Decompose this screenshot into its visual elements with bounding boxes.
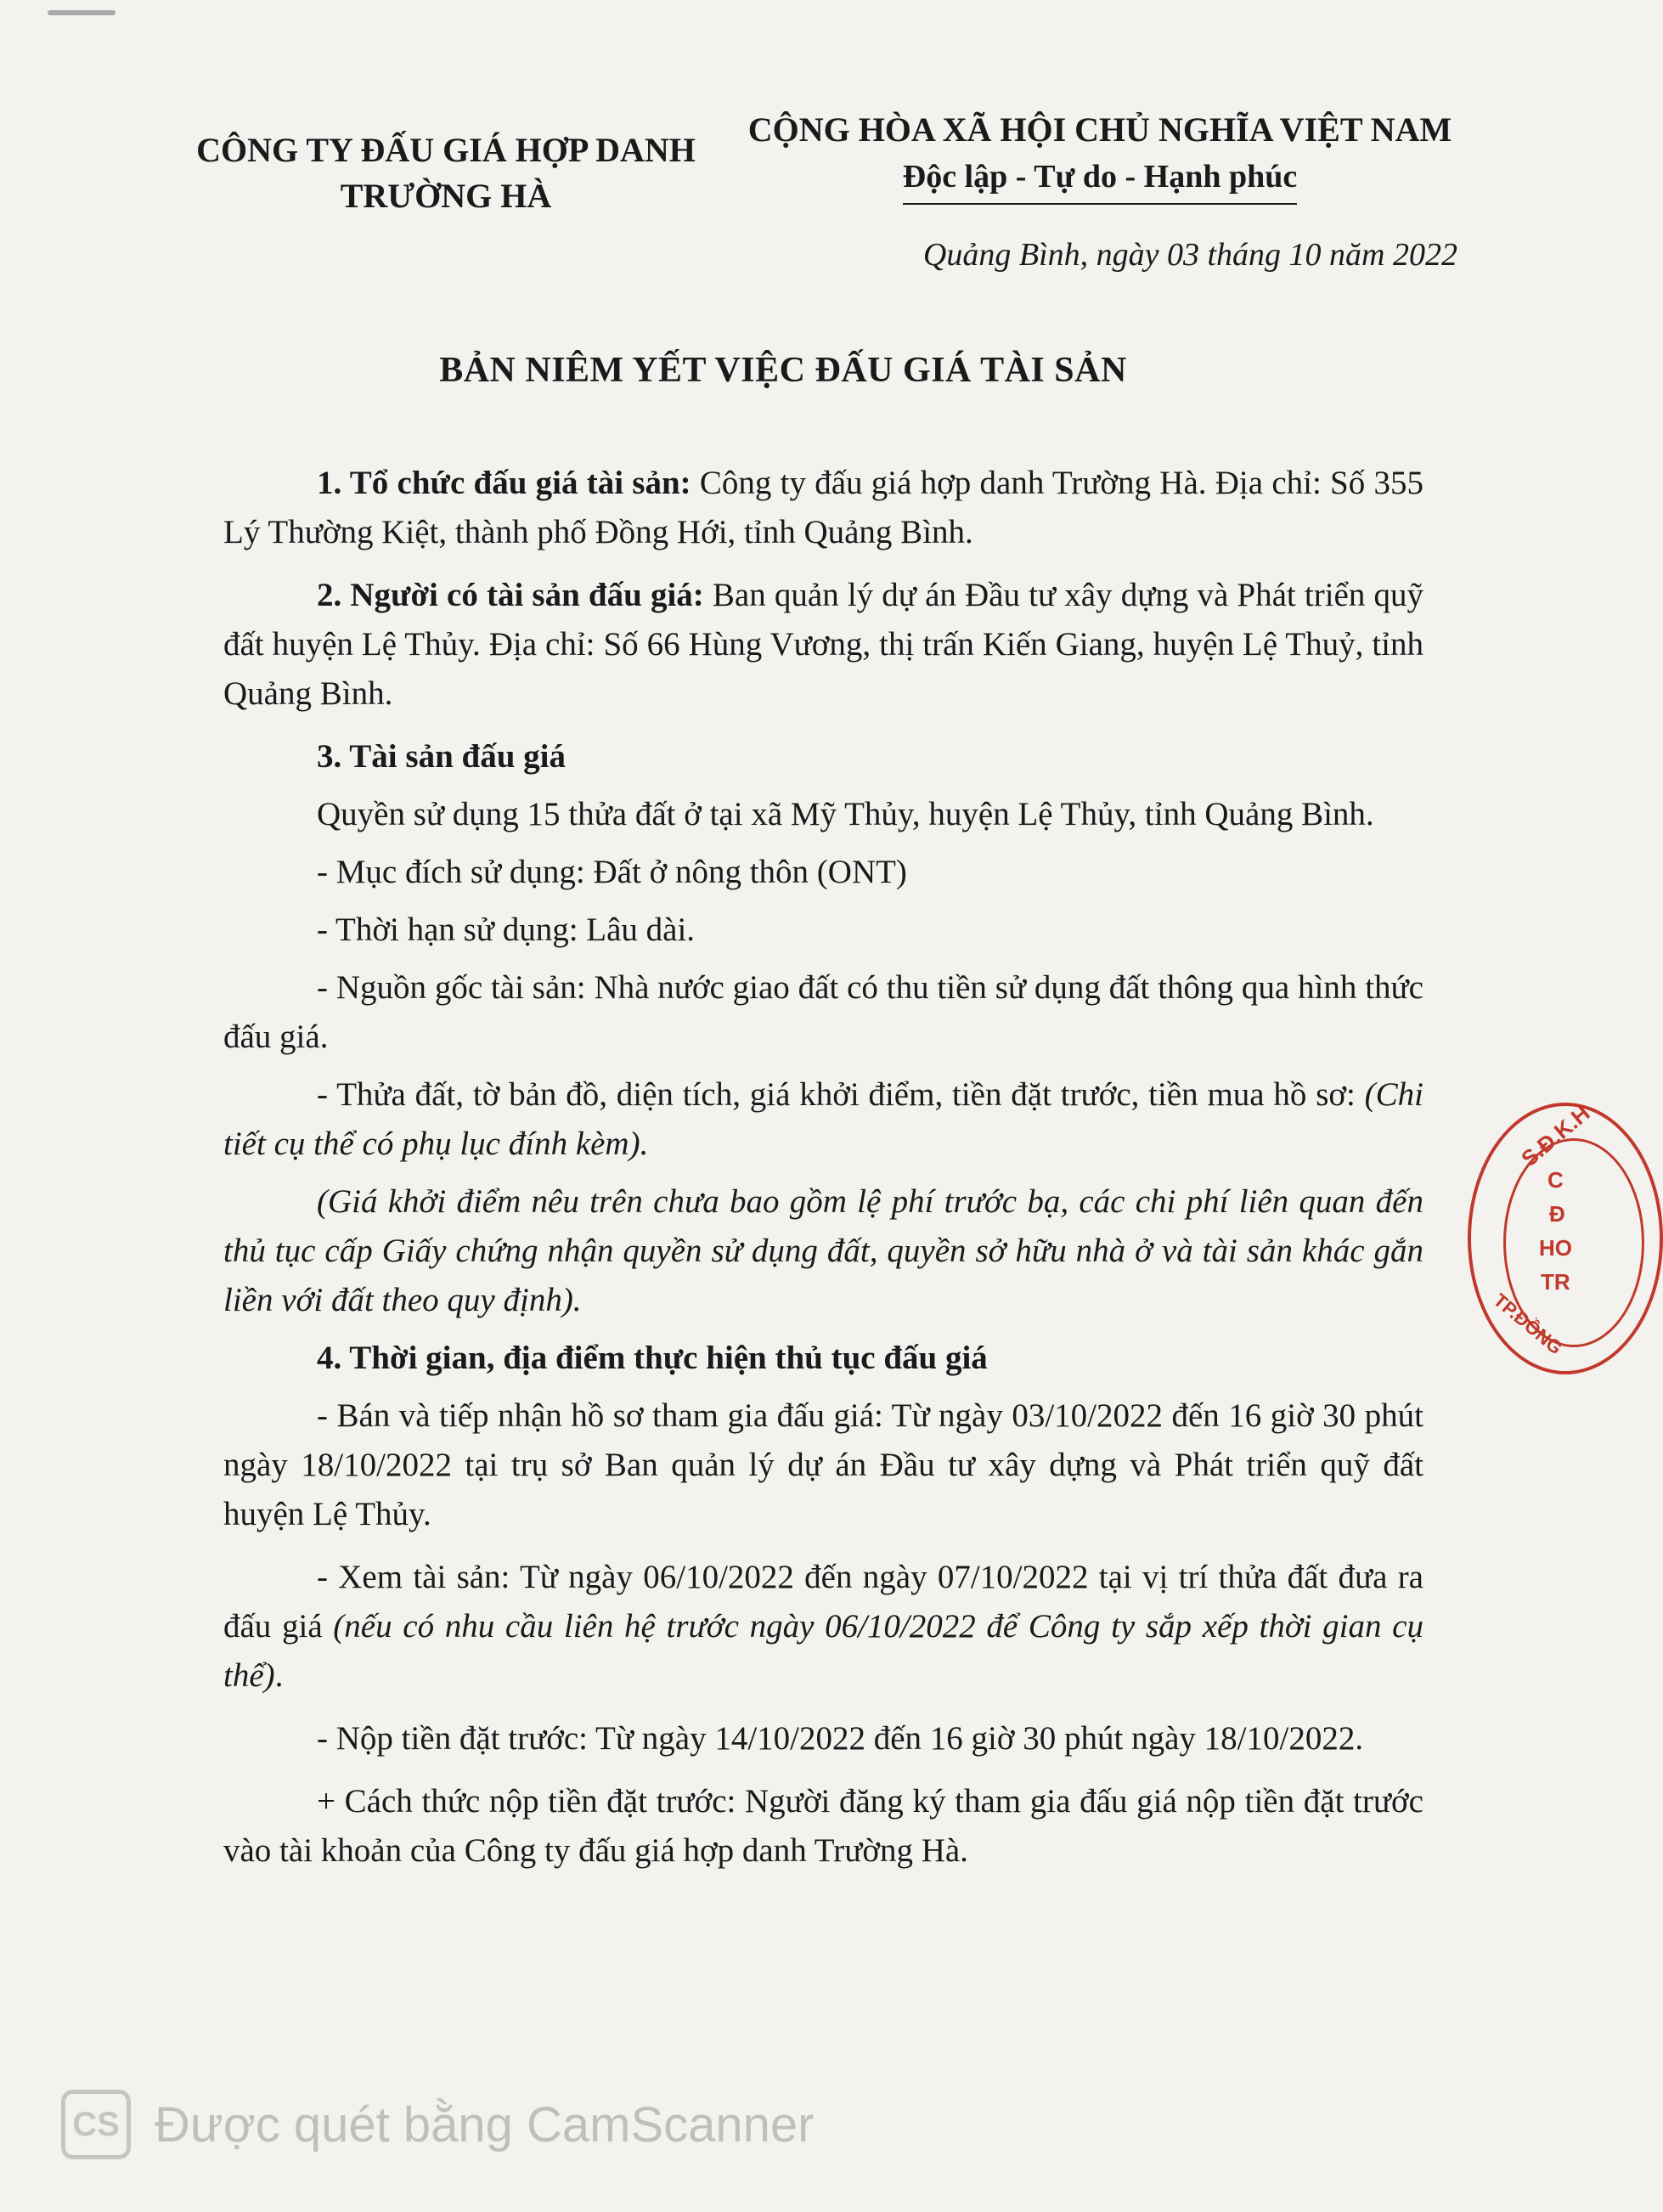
section-2-text: Ban quản lý dự án Đầu tư xây dựng và Phát triển quỹ đất huyện Lệ Thủy. Địa chỉ: Số 66 Hùng Vương, thị trấn Kiến Giang, huyện Lệ Thuỷ, tỉnh Quảng Bình. [223,577,1423,712]
seal-text-d: Đ [1549,1201,1565,1227]
section-1-text: Công ty đấu giá hợp danh Trường Hà. Địa chỉ: Số 355 Lý Thường Kiệt, thành phố Đồng Hới, tỉnh Quảng Bình. [223,465,1423,550]
red-seal [1468,1099,1663,1374]
section-2 [223,571,1423,719]
camscanner-watermark [61,2090,815,2159]
seal-text-tr: TR [1541,1269,1570,1295]
section-4-method: + Cách thức nộp tiền đặt trước: Người đăng ký tham gia đấu giá nộp tiền đặt trước vào tài khoản của Công ty đấu giá hợp danh Trường Hà. [223,1783,1423,1869]
scan-mark [48,10,116,15]
section-3-price-note: (Giá khởi điểm nêu trên chưa bao gồm lệ phí trước bạ, các chi phí liên quan đến thủ tục cấp Giấy chứng nhận quyền sử dụng đất, quyền sở hữu nhà ở và tài sản khác gắn liền với đất theo quy định). [223,1183,1423,1318]
camscanner-logo-icon: CS [61,2090,131,2159]
document-title: BẢN NIÊM YẾT VIỆC ĐẤU GIÁ TÀI SẢN [439,351,1127,390]
watermark-text: Được quét bằng CamScanner [155,2096,815,2153]
section-3-origin: - Nguồn gốc tài sản: Nhà nước giao đất có thu tiền sử dụng đất thông qua hình thức đấu giá. [223,969,1423,1055]
section-4-heading: 4. Thời gian, địa điểm thực hiện thủ tục đấu giá [317,1340,988,1376]
date-line: Quảng Bình, ngày 03 tháng 10 năm 2022 [922,237,1457,273]
seal-text-top: S.Đ.K.H [1516,1099,1595,1172]
company-header [183,127,709,219]
section-3-detail-note: (Chi tiết cụ thể có phụ lục đính kèm). [223,1076,1423,1162]
national-title: CỘNG HÒA XÃ HỘI CHỦ NGHĨA VIỆT NAM [747,110,1452,149]
section-3-asset: Quyền sử dụng 15 thửa đất ở tại xã Mỹ Thủy, huyện Lệ Thủy, tỉnh Quảng Bình. [317,796,1374,832]
section-3-detail: - Thửa đất, tờ bản đồ, diện tích, giá khởi điểm, tiền đặt trước, tiền mua hồ sơ: (Chi tiết cụ thể có phụ lục đính kèm). [223,1076,1423,1162]
section-4-sale: - Bán và tiếp nhận hồ sơ tham gia đấu giá: Từ ngày 03/10/2022 đến 16 giờ 30 phút ngày 18/10/2022 tại trụ sở Ban quản lý dự án Đầu tư xây dựng và Phát triển quỹ đất huyện Lệ Thủy. [223,1397,1423,1532]
section-3-term: - Thời hạn sử dụng: Lâu dài. [317,911,696,948]
seal-text-bottom: TP.ĐỒNG [1489,1289,1567,1359]
document-body [223,459,1423,1884]
company-name-line2: TRƯỜNG HÀ [340,177,552,215]
section-4-deposit: - Nộp tiền đặt trước: Từ ngày 14/10/2022 đến 16 giờ 30 phút ngày 18/10/2022. [317,1720,1364,1757]
national-motto: Độc lập - Tự do - Hạnh phúc [903,154,1298,205]
section-3-heading: 3. Tài sản đấu giá [317,738,566,775]
section-3-purpose: - Mục đích sử dụng: Đất ở nông thôn (ONT) [317,854,907,890]
section-4-view: - Xem tài sản: Từ ngày 06/10/2022 đến ngày 07/10/2022 tại vị trí thửa đất đưa ra đấu giá (nếu có nhu cầu liên hệ trước ngày 06/10/2022 để Công ty sắp xếp thời gian cụ thể). [223,1559,1423,1694]
section-1 [223,459,1423,557]
company-name: CÔNG TY ĐẤU GIÁ HỢP DANH [196,131,696,169]
section-2-label: 2. Người có tài sản đấu giá: [317,577,704,613]
section-4-view-note: (nếu có nhu cầu liên hệ trước ngày 06/10/2022 để Công ty sắp xếp thời gian cụ thể) [223,1608,1423,1694]
section-1-label: 1. Tổ chức đấu giá tài sản: [317,465,691,501]
seal-text-ho: HO [1539,1235,1572,1261]
seal-text-c: C [1547,1167,1564,1193]
national-header [726,107,1474,205]
